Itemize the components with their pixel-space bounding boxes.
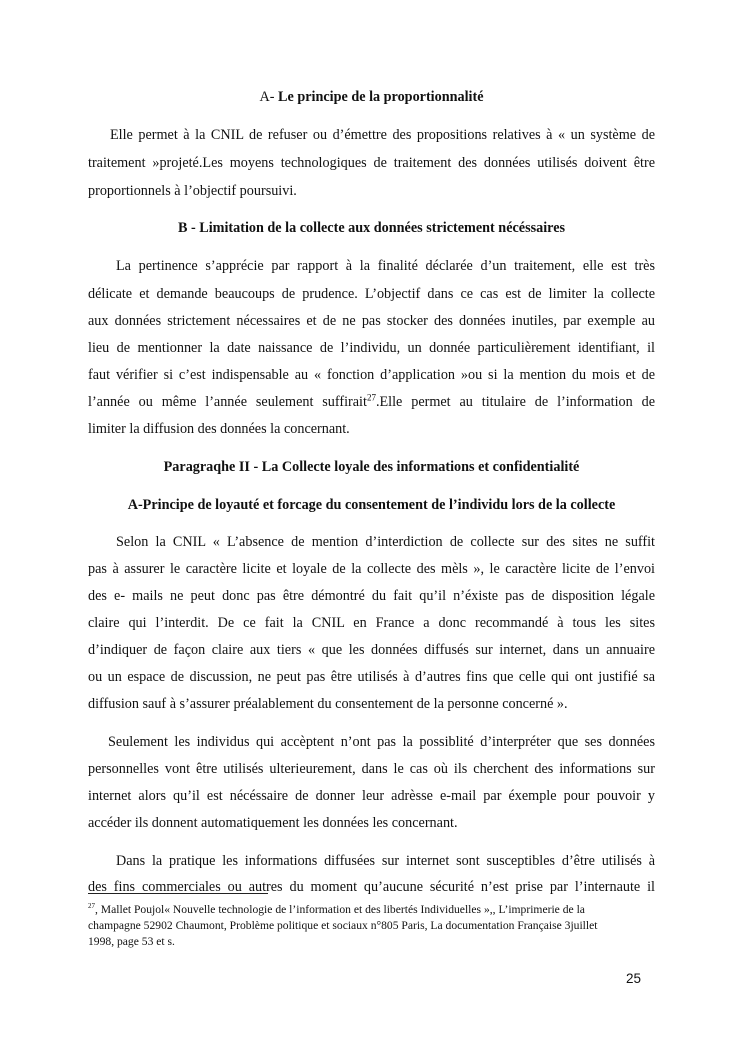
footnote-line-1: $^{27}$, Mallet Poujol« Nouvelle technologie de l’information et des libertés Individuelles »,, L’imprimerie de la — [88, 902, 585, 916]
footnote-line-2: champagne 52902 Chaumont, Problème politique et sociaux n°805 Paris, La documentation Française 3juillet — [88, 919, 598, 932]
section-b-line-3: aux données strictement nécessaires et de ne pas stocker des données inutiles, par exemple au — [88, 313, 655, 329]
section-a2-line-3: des e- mails ne peut donc pas être démontré du fait qu’il n’éxiste pas de disposition légale — [88, 588, 655, 604]
section-b-line-1: La pertinence s’apprécie par rapport à la finalité déclarée d’un traitement, elle est très — [116, 258, 655, 274]
paragraph-2-heading: Paragraqhe II - La Collecte loyale des informations et confidentialité — [163, 459, 580, 475]
section-a-heading: A- Le principe de la proportionnalité — [259, 89, 484, 105]
section-a2-line-6: ou un espace de discussion, ne peut pas être utilisés à d’autres fins que celle qui ont justifié sa — [88, 669, 655, 685]
section-a2-line-1: Selon la CNIL « L’absence de mention d’interdiction de collecte sur des sites ne suffit — [116, 534, 655, 550]
section-a2-line-7: diffusion sauf à s’assurer préalablement du consentement de la personne concerné ». — [88, 696, 568, 712]
section-b-line-6: l’année ou même l’année seulement suffirait$^{27}$.Elle permet au titulaire de l’information de — [88, 392, 655, 410]
seulement-line-1: Seulement les individus qui accèptent n’ont pas la possiblité d’interpréter que ses données — [108, 734, 655, 750]
section-a2-heading: A-Principe de loyauté et forcage du consentement de l’individu lors de la collecte — [127, 497, 616, 513]
section-a2-line-2: pas à assurer le caractère licite et loyale de la collecte des mèls », le caractère licite de l’envoi — [88, 561, 655, 577]
section-b-line-7: limiter la diffusion des données la concernant. — [88, 421, 350, 437]
page-number: 25 — [626, 971, 642, 986]
section-b-line-4: lieu de mentionner la date naissance de l’individu, un donnée particulièrement identifiant, il — [88, 340, 655, 356]
section-a-line-2: traitement »projeté.Les moyens technologiques de traitement des données utilisés doivent être — [88, 155, 655, 171]
section-b-line-2: délicate et demande beaucoups de prudence. L’objectif dans ce cas est de limiter la collecte — [88, 286, 655, 302]
footnote-separator — [88, 893, 268, 894]
section-b-line-5: faut vérifier si c’est indispensable au « fonction d’application »ou si la mention du mois et de — [88, 367, 655, 383]
section-a-line-1: Elle permet à la CNIL de refuser ou d’émettre des propositions relatives à « un système de — [110, 127, 655, 143]
section-b-heading: B - Limitation de la collecte aux données strictement nécéssaires — [177, 220, 566, 236]
footnote-line-3: 1998, page 53 et s. — [88, 935, 175, 948]
section-a2-line-4: claire qui l’interdit. De ce fait la CNIL en France a donc recommandé à tous les sites — [88, 615, 655, 631]
seulement-line-4: accéder ils donnent automatiquement les données les concernant. — [88, 815, 458, 831]
section-a-line-3: proportionnels à l’objectif poursuivi. — [88, 183, 297, 199]
footnote-number: 27 — [88, 902, 95, 911]
section-a2-line-5: d’indiquer de façon claire aux tiers « que les données diffusés sur internet, dans un annuaire — [88, 642, 655, 658]
footnote-ref-27: 27 — [366, 392, 376, 403]
seulement-line-2: personnelles vont être utilisés ulterieurement, dans le cas où ils cherchent des informations sur — [88, 761, 655, 777]
pratique-line-2: des fins commerciales ou autres du moment qu’aucune sécurité n’est prise par l’internaute il — [88, 879, 655, 895]
seulement-line-3: internet alors qu’il est nécéssaire de donner leur adrèsse e-mail par éxemple pour pouvoir y — [88, 788, 655, 804]
pratique-line-1: Dans la pratique les informations diffusées sur internet sont susceptibles d’être utilisés à — [116, 853, 655, 869]
